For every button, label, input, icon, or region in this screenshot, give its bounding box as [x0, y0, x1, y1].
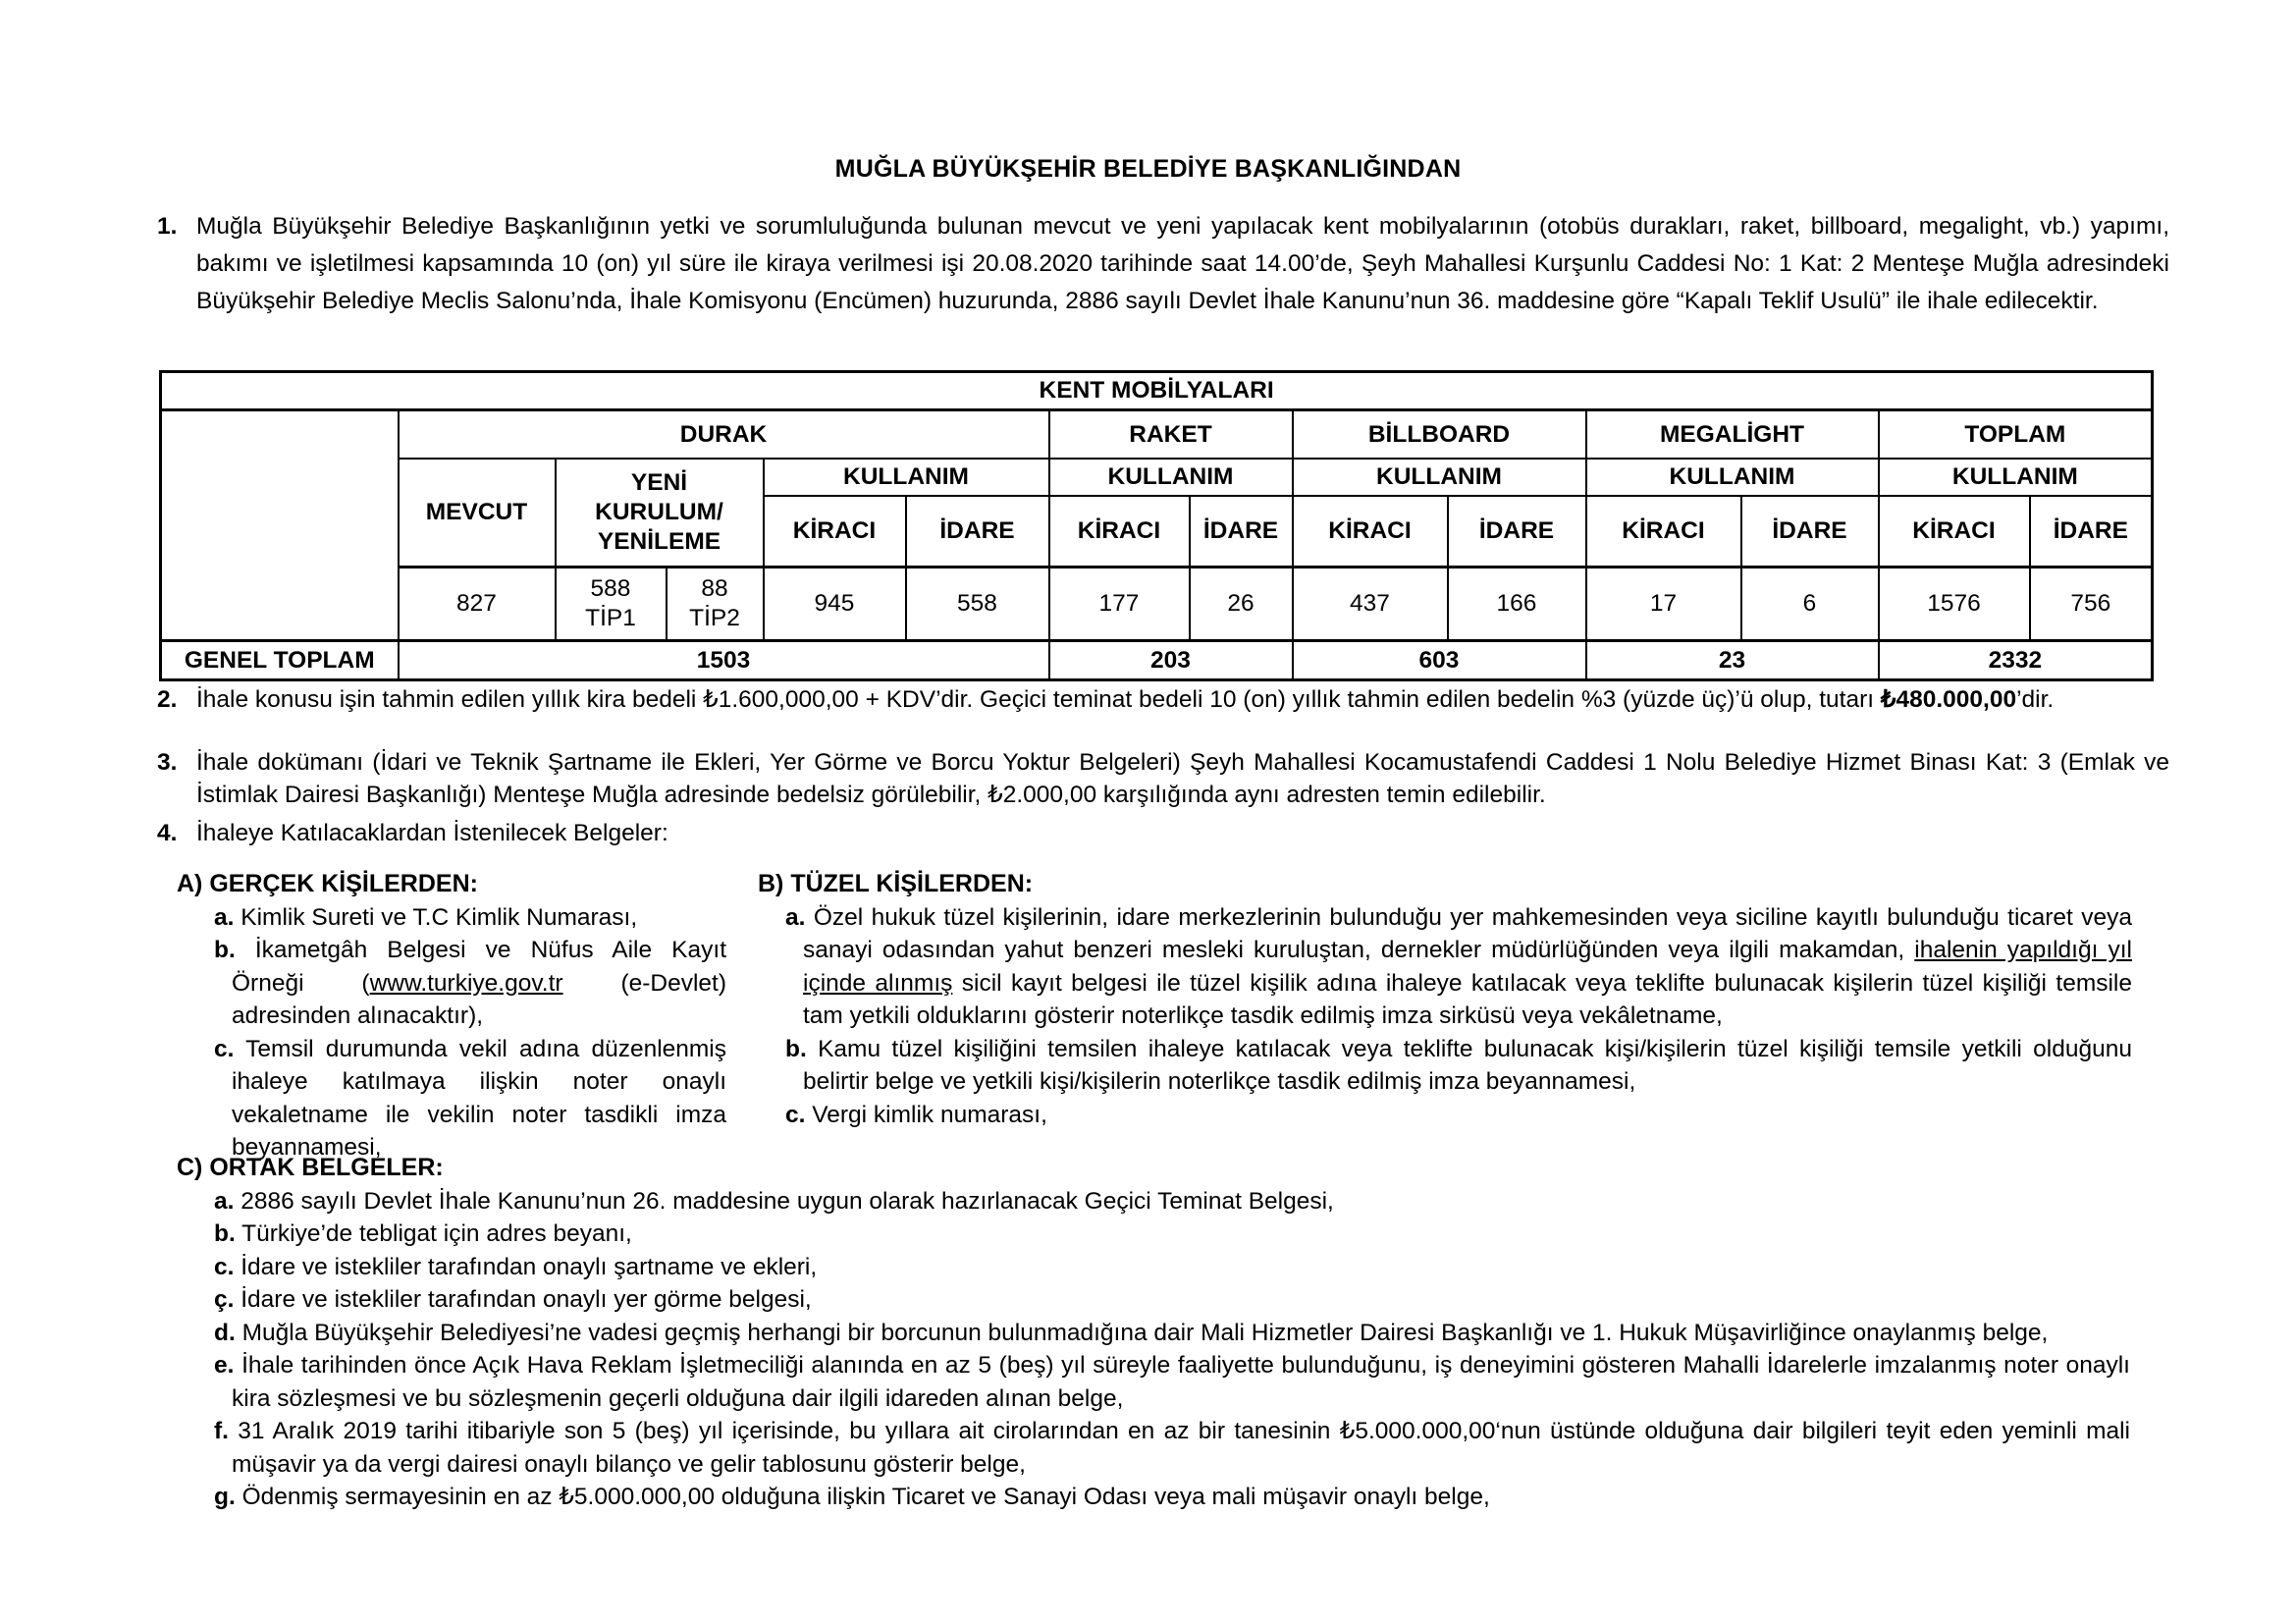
tip2-count: 88 — [701, 575, 728, 602]
kent-mobilyalari-table — [159, 370, 2154, 681]
paragraph-1 — [157, 208, 2169, 320]
header-toplam-kullanim: KULLANIM — [1879, 459, 2153, 496]
header-yeni-line3: YENİLEME — [597, 528, 721, 555]
total-megalight: 23 — [1586, 641, 1879, 680]
section-c-item — [214, 1415, 2130, 1481]
tip2-label: TİP2 — [689, 605, 740, 631]
cell-megalight-idare: 6 — [1741, 568, 1879, 641]
header-durak-idare: İDARE — [906, 496, 1049, 568]
item-label: a. — [785, 903, 806, 931]
underlined-phrase: ihalenin yapıldığı yıl içinde alınmış — [803, 937, 2132, 997]
item-label: b. — [785, 1035, 807, 1062]
section-a-heading: A) GERÇEK KİŞİLERDEN: — [177, 870, 478, 897]
paragraph-text — [196, 683, 2169, 716]
cell-durak-mevcut: 827 — [399, 568, 556, 641]
item-label: g. — [214, 1484, 236, 1510]
item-text: Temsil durumunda vekil adına düzenlenmiş ihaleye katılmaya ilişkin noter onaylı vekaletname ile vekilin noter tasdikli imza beyannamesi, — [232, 1035, 726, 1161]
item-text-before: İkametgâh Belgesi ve Nüfus Aile Kayıt Örneği ( — [232, 937, 726, 997]
header-billboard-kiraci: KİRACI — [1293, 496, 1448, 568]
header-mevcut: MEVCUT — [399, 459, 556, 568]
section-c-item — [214, 1283, 2130, 1317]
guarantee-amount: ₺480.000,00 — [1880, 686, 2017, 713]
item-text: İhale tarihinden önce Açık Hava Reklam İşletmeciliği alanında en az 5 (beş) yıl süreyle faaliyette bulunduğunu, iş deneyimini gösteren Mahalli İdarelerle imzalanmış noter onaylı kira sözleşmesi ve bu sözleşmenin geçerli olduğuna dair ilgili idareden alınan belge, — [232, 1352, 2130, 1412]
section-b-item — [785, 901, 2132, 1033]
section-b-heading: B) TÜZEL KİŞİLERDEN: — [758, 870, 1034, 897]
item-text: Türkiye’de tebligat için adres beyanı, — [241, 1220, 632, 1247]
header-toplam-kiraci: KİRACI — [1879, 496, 2030, 568]
item-text: Muğla Büyükşehir Belediyesi’ne vadesi geçmiş herhangi bir borcunun bulunmadığına dair Mali Hizmetler Dairesi Başkanlığı ve 1. Hukuk Müşavirliğince onaylanmış belge, — [241, 1319, 2049, 1346]
cell-billboard-kiraci: 437 — [1293, 568, 1448, 641]
total-durak: 1503 — [399, 641, 1049, 680]
cell-megalight-kiraci: 17 — [1586, 568, 1741, 641]
header-raket-idare: İDARE — [1190, 496, 1293, 568]
header-billboard-kullanim: KULLANIM — [1293, 459, 1586, 496]
header-durak: DURAK — [399, 410, 1049, 460]
header-raket-kiraci: KİRACI — [1049, 496, 1190, 568]
cell-durak-kiraci: 945 — [764, 568, 906, 641]
section-a-item — [214, 934, 726, 1033]
header-megalight: MEGALİGHT — [1586, 410, 1879, 460]
section-c-heading: C) ORTAK BELGELER: — [177, 1154, 444, 1181]
section-c-item — [214, 1481, 2130, 1514]
item-label: a. — [214, 1187, 235, 1215]
header-durak-kiraci: KİRACI — [764, 496, 906, 568]
header-yeni-line2: KURULUM/ — [595, 499, 723, 525]
item-text: Vergi kimlik numarası, — [812, 1101, 1047, 1128]
cell-raket-kiraci: 177 — [1049, 568, 1190, 641]
total-label: GENEL TOPLAM — [161, 641, 399, 680]
paragraph-text: İhaleye Katılacaklardan İstenilecek Belgeler: — [196, 820, 668, 846]
header-raket: RAKET — [1049, 410, 1293, 460]
tip1-count: 588 — [590, 575, 631, 602]
cell-billboard-idare: 166 — [1448, 568, 1586, 641]
item-text: Kimlik Sureti ve T.C Kimlik Numarası, — [240, 903, 638, 931]
header-yeni-kurulum — [556, 459, 764, 568]
header-megalight-kiraci: KİRACI — [1586, 496, 1741, 568]
section-c-item — [214, 1349, 2130, 1415]
header-megalight-kullanim: KULLANIM — [1586, 459, 1879, 496]
item-label: f. — [214, 1418, 229, 1444]
item-text: 2886 sayılı Devlet İhale Kanunu’nun 26. maddesine uygun olarak hazırlanacak Geçici Teminat Belgesi, — [240, 1187, 1334, 1215]
header-raket-kullanim: KULLANIM — [1049, 459, 1293, 496]
item-text-before: Özel hukuk tüzel kişilerinin, idare merkezlerinin bulunduğu yer mahkemesinden veya siciline kayıtlı bulunduğu ticaret veya sanayi odasından yahut benzeri mesleki kuruluştan, dernekler müdürlüğünden veya ilgili makamdan, — [803, 903, 2132, 963]
item-text-after: sicil kayıt belgesi ile tüzel kişilik adına ihaleye katılacak veya teklifte bulunacak kişilerin tüzel kişiliği temsile tam yetkili olduklarını gösterir noterlikçe tasdik edilmiş imza sirküsü veya vekâletname, — [803, 969, 2132, 1029]
item-label: c. — [214, 1035, 235, 1062]
paragraph-4 — [157, 817, 2169, 849]
section-b-item — [785, 1099, 2132, 1132]
section-c-item — [214, 1218, 2130, 1251]
cell-toplam-idare: 756 — [2030, 568, 2153, 641]
paragraph-2-text-before: İhale konusu işin tahmin edilen yıllık kira bedeli ₺1.600,000,00 + KDV’dir. Geçici teminat bedeli 10 (on) yıllık tahmin edilen bedelin %3 (yüzde üç)’ü olup, tutarı — [196, 686, 1881, 713]
paragraph-number: 3. — [157, 749, 178, 776]
paragraph-2 — [157, 683, 2169, 716]
section-a-item — [214, 901, 726, 935]
header-megalight-idare: İDARE — [1741, 496, 1879, 568]
paragraph-text: Muğla Büyükşehir Belediye Başkanlığının yetki ve sorumluluğunda bulunan mevcut ve yeni yapılacak kent mobilyalarının (otobüs durakları, raket, billboard, megalight, vb.) yapımı, bakımı ve işletilmesi kapsamında 10 (on) yıl süre ile kiraya verilmesi işi 20.08.2020 tarihinde saat 14.00’de, Şeyh Mahallesi Kurşunlu Caddesi No: 1 Kat: 2 Menteşe Muğla adresindeki Büyükşehir Belediye Meclis Salonu’nda, İhale Komisyonu (Encümen) huzurunda, 2886 sayılı Devlet İhale Kanunu’nun 36. maddesine göre “Kapalı Teklif Usulü” ile ihale edilecektir. — [196, 213, 2169, 314]
item-label: b. — [214, 1220, 236, 1247]
total-raket: 203 — [1049, 641, 1293, 680]
tip1-label: TİP1 — [585, 605, 636, 631]
item-label: d. — [214, 1319, 236, 1346]
turkiye-gov-link[interactable]: www.turkiye.gov.tr — [369, 969, 563, 997]
section-c-item — [214, 1251, 2130, 1284]
cell-durak-idare: 558 — [906, 568, 1049, 641]
paragraph-number: 2. — [157, 686, 178, 713]
header-yeni-line1: YENİ — [630, 469, 688, 496]
item-label: ç. — [214, 1286, 235, 1313]
cell-toplam-kiraci: 1576 — [1879, 568, 2030, 641]
table-corner-empty — [161, 410, 399, 641]
paragraph-3 — [157, 746, 2169, 811]
item-label: b. — [214, 937, 236, 963]
item-text: 31 Aralık 2019 tarihi itibariyle son 5 (beş) yıl içerisinde, bu yıllara ait cirolarından en az bir tanesinin ₺5.000.000,00‘nun üstünde olduğuna dair bilgileri teyit eden yeminli mali müşavir ya da vergi dairesi onaylı bilanço ve gelir tablosunu gösterir belge, — [232, 1418, 2130, 1478]
item-label: e. — [214, 1352, 235, 1379]
header-toplam-idare: İDARE — [2030, 496, 2153, 568]
cell-durak-tip1 — [556, 568, 667, 641]
section-b-item — [785, 1033, 2132, 1099]
section-c-item — [214, 1185, 2130, 1218]
page-title: MUĞLA BÜYÜKŞEHİR BELEDİYE BAŞKANLIĞINDAN — [834, 155, 1462, 183]
item-label: c. — [785, 1101, 806, 1128]
paragraph-2-text-after: ’dir. — [2016, 686, 2055, 713]
header-billboard-idare: İDARE — [1448, 496, 1586, 568]
item-text: İdare ve istekliler tarafından onaylı şartname ve ekleri, — [240, 1253, 818, 1280]
section-b — [758, 868, 2132, 1131]
item-text-after: (e-Devlet) adresinden alınacaktır), — [232, 969, 726, 1029]
item-text: Kamu tüzel kişiliğini temsilen ihaleye katılacak veya teklifte bulunacak kişi/kişilerin tüzel kişiliği temsile yetkili olduğunu belirtir belge ve yetkili kişi/kişilerin noterlikçe tasdik edilmiş imza beyannamesi, — [803, 1035, 2132, 1095]
item-text: Ödenmiş sermayesinin en az ₺5.000.000,00 olduğuna ilişkin Ticaret ve Sanayi Odası veya mali müşavir onaylı belge, — [241, 1484, 1490, 1510]
item-label: a. — [214, 903, 235, 931]
section-c-item — [214, 1317, 2130, 1350]
header-billboard: BİLLBOARD — [1293, 410, 1586, 460]
cell-durak-tip2 — [667, 568, 764, 641]
paragraph-number: 1. — [157, 213, 178, 240]
item-label: c. — [214, 1253, 235, 1280]
table-title: KENT MOBİLYALARI — [161, 372, 2153, 410]
section-c — [177, 1152, 2130, 1514]
item-text: İdare ve istekliler tarafından onaylı yer görme belgesi, — [240, 1286, 812, 1313]
paragraph-text: İhale dokümanı (İdari ve Teknik Şartname ile Ekleri, Yer Görme ve Borcu Yoktur Belgeleri) Şeyh Mahallesi Kocamustafendi Caddesi 1 Nolu Belediye Hizmet Binası Kat: 3 (Emlak ve İstimlak Dairesi Başkanlığı) Menteşe Muğla adresinde bedelsiz görülebilir, ₺2.000,00 karşılığında aynı adresten temin edilebilir. — [196, 749, 2169, 808]
section-a — [177, 868, 726, 1164]
header-durak-kullanim: KULLANIM — [764, 459, 1049, 496]
header-toplam: TOPLAM — [1879, 410, 2153, 460]
total-billboard: 603 — [1293, 641, 1586, 680]
total-toplam: 2332 — [1879, 641, 2153, 680]
cell-raket-idare: 26 — [1190, 568, 1293, 641]
section-a-item — [214, 1033, 726, 1164]
paragraph-number: 4. — [157, 820, 178, 846]
